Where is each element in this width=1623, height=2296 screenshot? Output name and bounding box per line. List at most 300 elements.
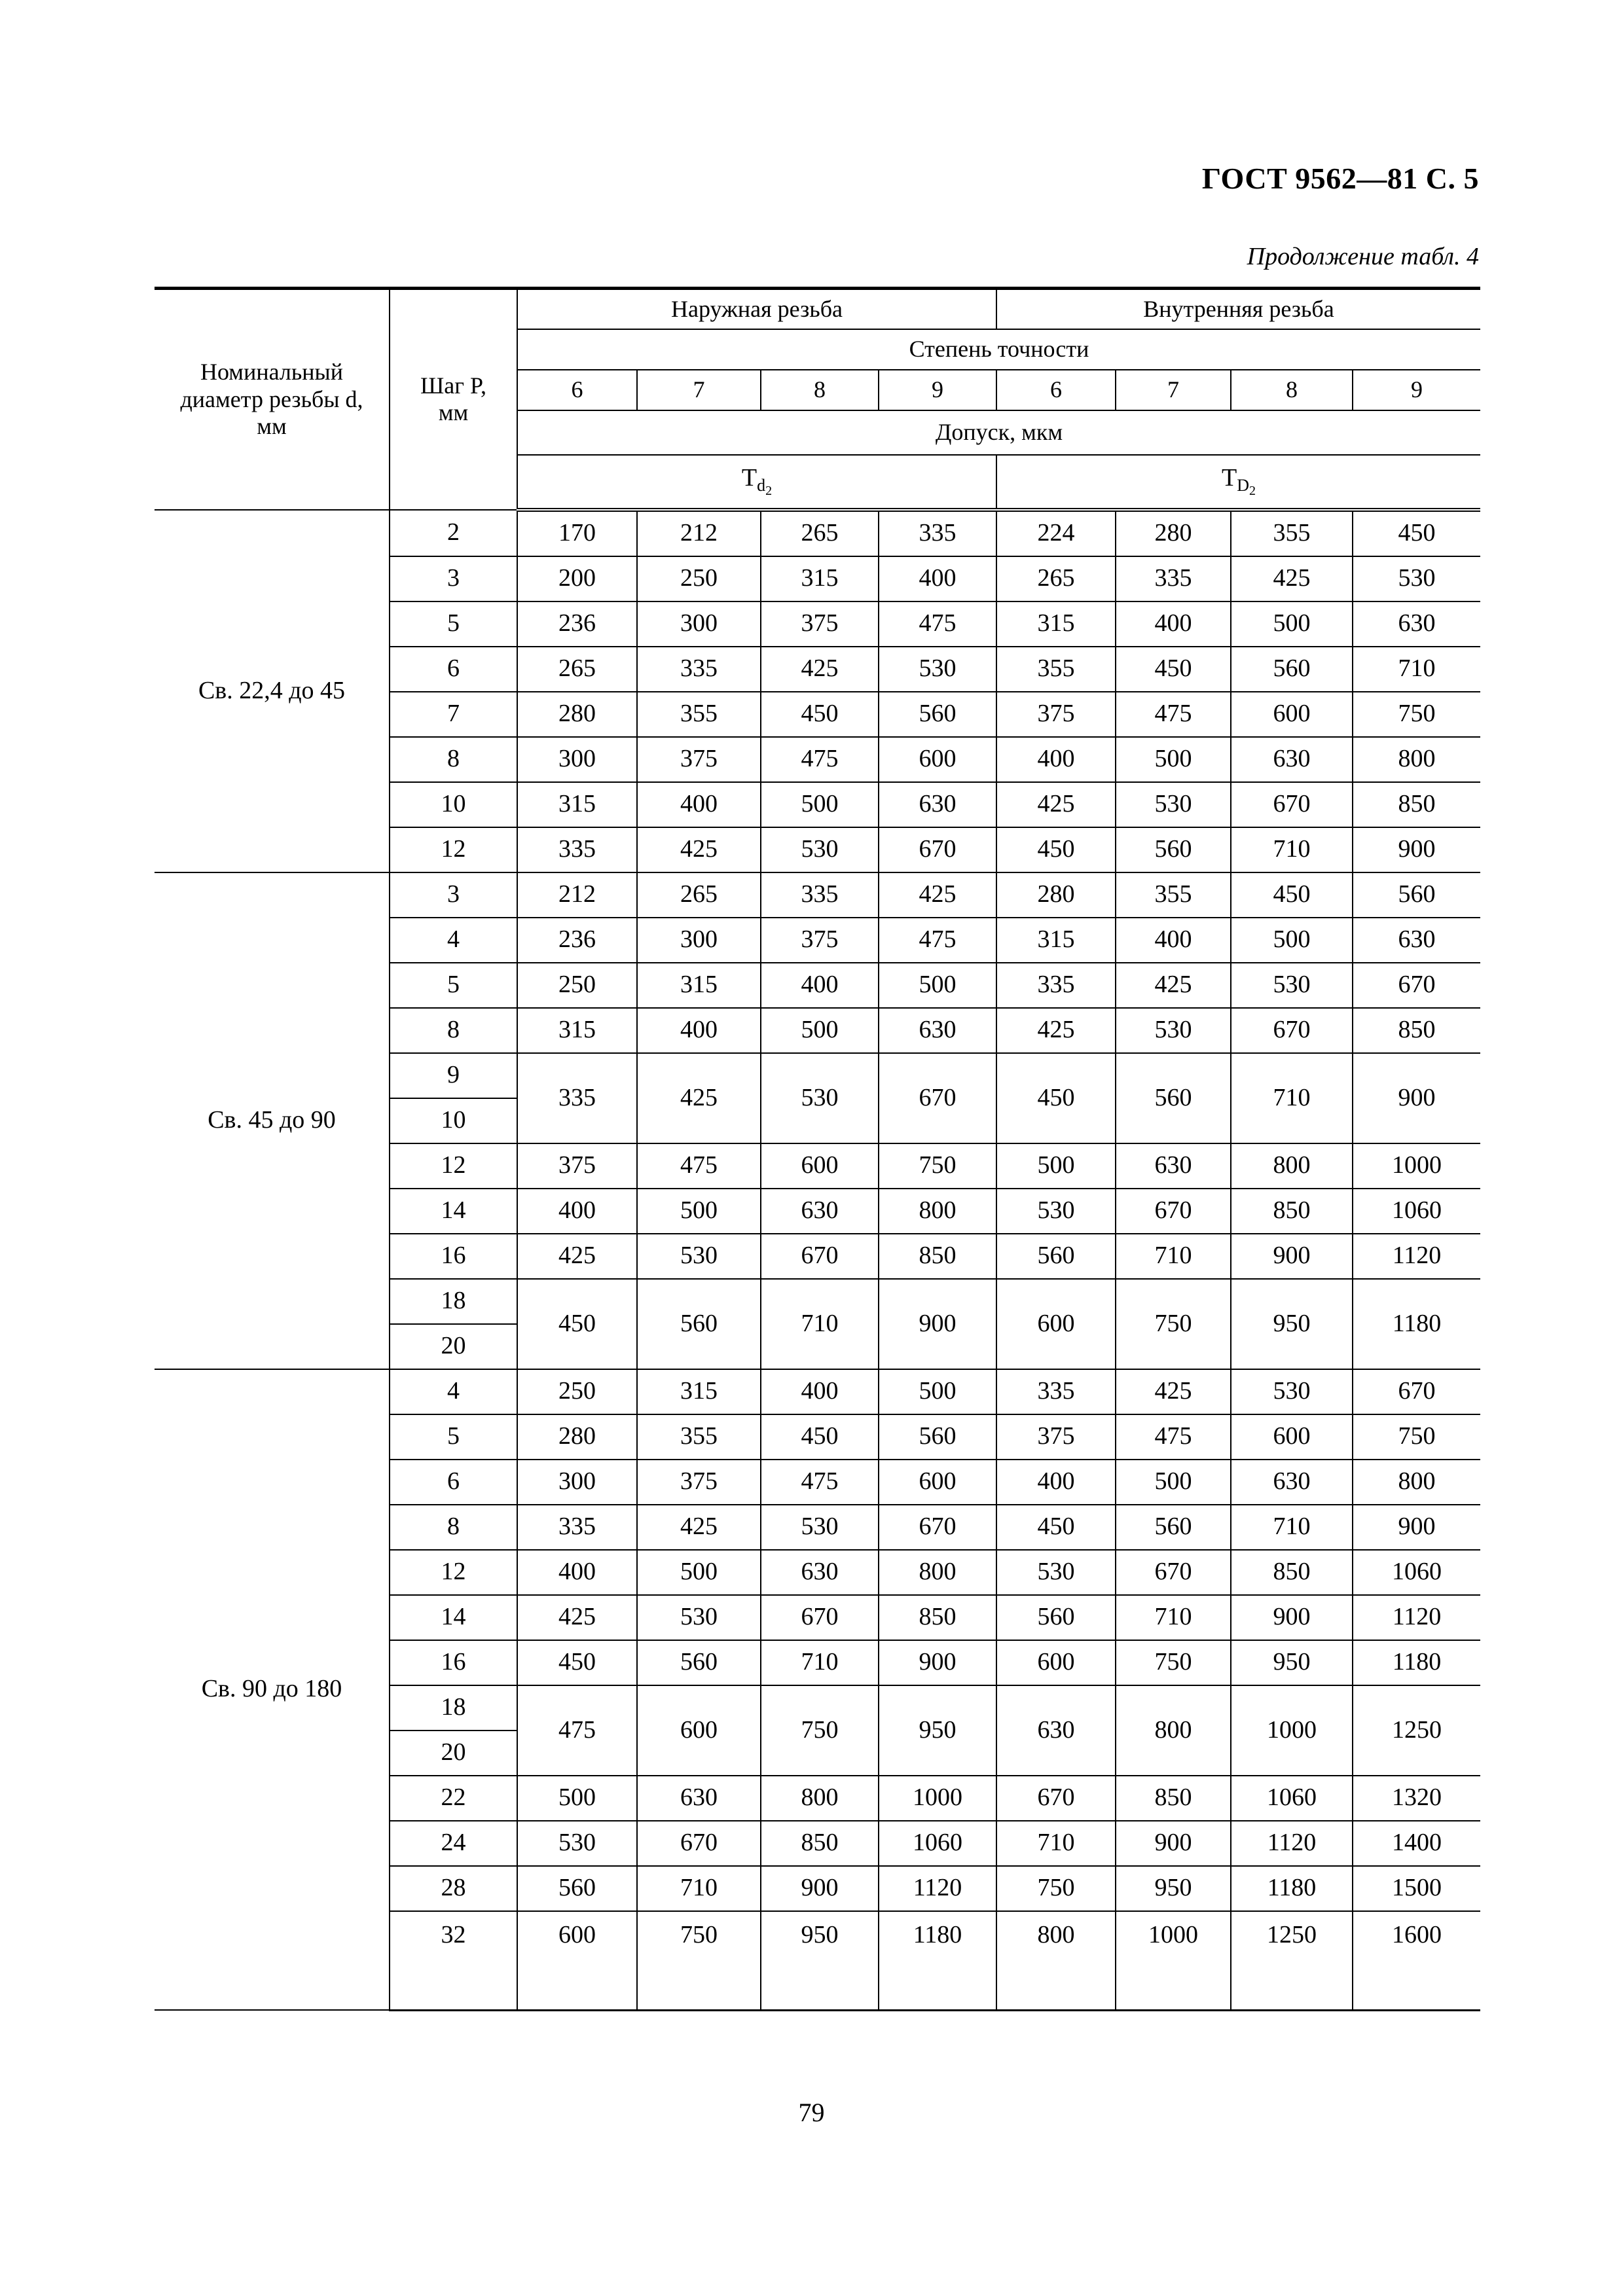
header-tD2	[996, 455, 1480, 510]
tolerance-external-cell: 500	[637, 1550, 761, 1595]
tolerance-external-cell: 500	[637, 1189, 761, 1234]
header-diameter-line: Номинальный	[200, 359, 344, 386]
tolerance-external-cell: 250	[517, 1369, 637, 1414]
tolerance-internal-cell: 400	[996, 737, 1116, 782]
tolerance-external-cell: 475	[761, 1460, 879, 1505]
header-grade: 8	[1231, 370, 1353, 410]
tolerance-internal-cell: 1600	[1353, 1911, 1480, 2011]
header-td2	[517, 455, 996, 510]
pitch-cell: 16	[390, 1234, 517, 1279]
pitch-cell: 5	[390, 1414, 517, 1460]
header-pitch-line: Шаг P,	[420, 372, 487, 399]
tolerance-internal-cell: 1120	[1231, 1821, 1353, 1866]
tolerance-external-cell: 530	[637, 1595, 761, 1640]
tolerance-external-cell: 355	[637, 1414, 761, 1460]
tolerance-external-cell: 450	[517, 1279, 637, 1369]
header-grade: 9	[879, 370, 996, 410]
tolerance-internal-cell: 1060	[1353, 1189, 1480, 1234]
tolerance-internal-cell: 950	[1231, 1640, 1353, 1685]
tolerance-external-cell: 900	[879, 1640, 996, 1685]
tolerance-external-cell: 315	[637, 1369, 761, 1414]
tolerance-external-cell: 900	[761, 1866, 879, 1911]
tolerance-internal-cell: 450	[1116, 647, 1231, 692]
tolerance-internal-cell: 850	[1353, 1008, 1480, 1053]
tolerance-internal-cell: 224	[996, 510, 1116, 556]
tolerance-internal-cell: 710	[1116, 1595, 1231, 1640]
tolerance-internal-cell: 600	[996, 1640, 1116, 1685]
tolerance-external-cell: 850	[879, 1234, 996, 1279]
pitch-cell: 5	[390, 963, 517, 1008]
tolerance-internal-cell: 670	[1353, 963, 1480, 1008]
tolerance-external-cell: 530	[517, 1821, 637, 1866]
pitch-cell: 12	[390, 1143, 517, 1189]
tolerance-external-cell: 800	[879, 1550, 996, 1595]
tolerance-internal-cell: 670	[1116, 1189, 1231, 1234]
pitch-cell: 22	[390, 1776, 517, 1821]
diameter-range: Св. 22,4 до 45	[155, 510, 390, 872]
tolerance-internal-cell: 710	[1116, 1234, 1231, 1279]
tolerance-external-cell: 335	[879, 510, 996, 556]
diameter-range: Св. 90 до 180	[155, 1369, 390, 2011]
tolerance-internal-cell: 900	[1231, 1234, 1353, 1279]
tolerance-internal-cell: 335	[1116, 556, 1231, 601]
tolerance-internal-cell: 500	[1116, 737, 1231, 782]
tolerance-table	[155, 287, 1480, 2011]
tolerance-external-cell: 236	[517, 918, 637, 963]
tolerance-external-cell: 250	[517, 963, 637, 1008]
tolerance-internal-cell: 900	[1353, 827, 1480, 872]
tolerance-external-cell: 560	[637, 1640, 761, 1685]
tolerance-internal-cell: 710	[1231, 827, 1353, 872]
tolerance-internal-cell: 950	[1231, 1279, 1353, 1369]
page-header-title: ГОСТ 9562—81 С. 5	[1201, 162, 1479, 195]
header-diameter-line: диаметр резьбы d,	[180, 386, 363, 412]
tolerance-external-cell: 750	[761, 1685, 879, 1776]
tolerance-external-cell: 280	[517, 1414, 637, 1460]
tolerance-internal-cell: 530	[1231, 1369, 1353, 1414]
tolerance-internal-cell: 1250	[1231, 1911, 1353, 2011]
tolerance-external-cell: 600	[517, 1911, 637, 2011]
tolerance-internal-cell: 450	[996, 827, 1116, 872]
tolerance-internal-cell: 600	[996, 1279, 1116, 1369]
tolerance-external-cell: 500	[879, 963, 996, 1008]
tolerance-external-cell: 500	[879, 1369, 996, 1414]
tolerance-internal-cell: 335	[996, 1369, 1116, 1414]
tolerance-external-cell: 400	[517, 1550, 637, 1595]
tolerance-external-cell: 600	[637, 1685, 761, 1776]
diameter-group	[155, 872, 1480, 1369]
tolerance-internal-cell: 425	[1116, 963, 1231, 1008]
pitch-cell: 2	[390, 510, 517, 556]
tolerance-internal-cell: 900	[1353, 1505, 1480, 1550]
pitch-cell: 20	[390, 1324, 517, 1369]
header-grade: 9	[1353, 370, 1480, 410]
tolerance-external-cell: 375	[761, 601, 879, 647]
tolerance-external-cell: 280	[517, 692, 637, 737]
tolerance-external-cell: 670	[879, 1053, 996, 1143]
pitch-cell: 9	[390, 1053, 517, 1098]
tolerance-external-cell: 600	[879, 737, 996, 782]
diameter-group	[155, 510, 1480, 872]
tolerance-external-cell: 530	[879, 647, 996, 692]
tolerance-external-cell: 300	[637, 601, 761, 647]
pitch-cell: 32	[390, 1911, 517, 2011]
tolerance-external-cell: 1120	[879, 1866, 996, 1911]
tolerance-external-cell: 212	[517, 872, 637, 918]
tolerance-internal-cell: 670	[1116, 1550, 1231, 1595]
tolerance-internal-cell: 355	[1231, 510, 1353, 556]
tolerance-external-cell: 1000	[879, 1776, 996, 1821]
tolerance-external-cell: 475	[637, 1143, 761, 1189]
tolerance-external-cell: 335	[761, 872, 879, 918]
tolerance-external-cell: 900	[879, 1279, 996, 1369]
pitch-cell: 12	[390, 827, 517, 872]
tolerance-internal-cell: 560	[996, 1595, 1116, 1640]
tolerance-external-cell: 425	[637, 827, 761, 872]
tolerance-external-cell: 850	[879, 1595, 996, 1640]
tolerance-internal-cell: 630	[1116, 1143, 1231, 1189]
tolerance-external-cell: 315	[517, 1008, 637, 1053]
header-grade: 6	[517, 370, 637, 410]
tolerance-external-cell: 400	[761, 963, 879, 1008]
pitch-cell: 8	[390, 737, 517, 782]
tolerance-internal-cell: 560	[1116, 1505, 1231, 1550]
table-row	[155, 1369, 1480, 1414]
header-pitch-line: мм	[438, 399, 469, 426]
tolerance-external-cell: 212	[637, 510, 761, 556]
tolerance-external-cell: 375	[637, 1460, 761, 1505]
tolerance-internal-cell: 670	[1353, 1369, 1480, 1414]
tolerance-external-cell: 500	[517, 1776, 637, 1821]
tolerance-internal-cell: 450	[996, 1053, 1116, 1143]
tolerance-internal-cell: 530	[1116, 1008, 1231, 1053]
tD2-symbol: $T_{D_2}$	[1222, 463, 1256, 499]
table-row	[155, 872, 1480, 918]
tolerance-external-cell: 400	[761, 1369, 879, 1414]
tolerance-external-cell: 800	[879, 1189, 996, 1234]
tolerance-internal-cell: 630	[1231, 737, 1353, 782]
tolerance-external-cell: 300	[517, 1460, 637, 1505]
header-grade: 7	[1116, 370, 1231, 410]
tolerance-internal-cell: 375	[996, 1414, 1116, 1460]
pitch-cell: 14	[390, 1189, 517, 1234]
tolerance-internal-cell: 530	[996, 1189, 1116, 1234]
tolerance-external-cell: 670	[879, 1505, 996, 1550]
pitch-cell: 8	[390, 1008, 517, 1053]
tolerance-internal-cell: 1060	[1231, 1776, 1353, 1821]
tolerance-external-cell: 450	[761, 692, 879, 737]
tolerance-external-cell: 530	[637, 1234, 761, 1279]
tolerance-internal-cell: 850	[1116, 1776, 1231, 1821]
tolerance-internal-cell: 530	[1116, 782, 1231, 827]
tolerance-external-cell: 530	[761, 827, 879, 872]
tolerance-internal-cell: 500	[1116, 1460, 1231, 1505]
pitch-cell: 3	[390, 556, 517, 601]
tolerance-external-cell: 265	[517, 647, 637, 692]
tolerance-internal-cell: 450	[996, 1505, 1116, 1550]
tolerance-external-cell: 425	[637, 1053, 761, 1143]
tolerance-internal-cell: 800	[1231, 1143, 1353, 1189]
table-row	[155, 510, 1480, 556]
tolerance-internal-cell: 1060	[1353, 1550, 1480, 1595]
header-accuracy-degree: Степень точности	[517, 329, 1480, 370]
tolerance-external-cell: 425	[637, 1505, 761, 1550]
pitch-cell: 10	[390, 1098, 517, 1143]
tolerance-internal-cell: 280	[996, 872, 1116, 918]
tolerance-internal-cell: 425	[1116, 1369, 1231, 1414]
diameter-group	[155, 1369, 1480, 2011]
tolerance-external-cell: 355	[637, 692, 761, 737]
header-pitch	[390, 289, 517, 510]
tolerance-external-cell: 630	[879, 1008, 996, 1053]
tolerance-external-cell: 750	[879, 1143, 996, 1189]
tolerance-external-cell: 710	[761, 1279, 879, 1369]
pitch-cell: 6	[390, 1460, 517, 1505]
table-continuation-label: Продолжение табл. 4	[1247, 243, 1479, 270]
tolerance-internal-cell: 630	[1231, 1460, 1353, 1505]
tolerance-internal-cell: 1180	[1353, 1640, 1480, 1685]
tolerance-external-cell: 670	[761, 1595, 879, 1640]
tolerance-internal-cell: 630	[1353, 601, 1480, 647]
tolerance-internal-cell: 265	[996, 556, 1116, 601]
tolerance-internal-cell: 750	[1116, 1640, 1231, 1685]
tolerance-internal-cell: 425	[996, 1008, 1116, 1053]
tolerance-internal-cell: 710	[1231, 1053, 1353, 1143]
tolerance-external-cell: 530	[761, 1053, 879, 1143]
tolerance-external-cell: 375	[637, 737, 761, 782]
pitch-cell: 20	[390, 1731, 517, 1776]
tolerance-external-cell: 630	[761, 1189, 879, 1234]
header-grade: 7	[637, 370, 761, 410]
tolerance-internal-cell: 375	[996, 692, 1116, 737]
header-internal-thread: Внутренняя резьба	[996, 289, 1480, 329]
tolerance-internal-cell: 850	[1231, 1189, 1353, 1234]
tolerance-internal-cell: 750	[1353, 692, 1480, 737]
tolerance-external-cell: 250	[637, 556, 761, 601]
tolerance-external-cell: 425	[517, 1595, 637, 1640]
tolerance-internal-cell: 1180	[1231, 1866, 1353, 1911]
page-number: 79	[798, 2098, 825, 2127]
header-grade: 8	[761, 370, 879, 410]
tolerance-internal-cell: 950	[1116, 1866, 1231, 1911]
tolerance-external-cell: 710	[761, 1640, 879, 1685]
tolerance-internal-cell: 670	[996, 1776, 1116, 1821]
tolerance-internal-cell: 475	[1116, 1414, 1231, 1460]
tolerance-external-cell: 950	[879, 1685, 996, 1776]
tolerance-internal-cell: 1400	[1353, 1821, 1480, 1866]
tolerance-external-cell: 335	[517, 1505, 637, 1550]
tolerance-external-cell: 265	[637, 872, 761, 918]
tolerance-external-cell: 710	[637, 1866, 761, 1911]
tolerance-external-cell: 630	[637, 1776, 761, 1821]
tolerance-external-cell: 425	[761, 647, 879, 692]
tolerance-external-cell: 300	[637, 918, 761, 963]
tolerance-external-cell: 236	[517, 601, 637, 647]
tolerance-external-cell: 375	[761, 918, 879, 963]
tolerance-external-cell: 400	[517, 1189, 637, 1234]
tolerance-external-cell: 600	[879, 1460, 996, 1505]
header-tolerance-unit: Допуск, мкм	[517, 410, 1480, 455]
tolerance-internal-cell: 355	[1116, 872, 1231, 918]
tolerance-internal-cell: 710	[1353, 647, 1480, 692]
tolerance-internal-cell: 400	[1116, 918, 1231, 963]
tolerance-external-cell: 670	[879, 827, 996, 872]
tolerance-external-cell: 335	[517, 1053, 637, 1143]
tolerance-external-cell: 670	[761, 1234, 879, 1279]
tolerance-internal-cell: 750	[1116, 1279, 1231, 1369]
tolerance-external-cell: 400	[637, 1008, 761, 1053]
tolerance-external-cell: 265	[761, 510, 879, 556]
pitch-cell: 4	[390, 918, 517, 963]
tolerance-internal-cell: 1120	[1353, 1595, 1480, 1640]
tolerance-external-cell: 500	[761, 782, 879, 827]
tolerance-internal-cell: 530	[1231, 963, 1353, 1008]
tolerance-internal-cell: 1000	[1231, 1685, 1353, 1776]
tolerance-external-cell: 200	[517, 556, 637, 601]
tolerance-internal-cell: 425	[996, 782, 1116, 827]
tolerance-internal-cell: 850	[1231, 1550, 1353, 1595]
tolerance-internal-cell: 335	[996, 963, 1116, 1008]
tolerance-external-cell: 750	[637, 1911, 761, 2011]
tolerance-external-cell: 500	[761, 1008, 879, 1053]
tolerance-internal-cell: 500	[1231, 601, 1353, 647]
tolerance-external-cell: 475	[879, 601, 996, 647]
tolerance-external-cell: 560	[879, 1414, 996, 1460]
pitch-cell: 16	[390, 1640, 517, 1685]
tolerance-internal-cell: 900	[1353, 1053, 1480, 1143]
pitch-cell: 4	[390, 1369, 517, 1414]
tolerance-external-cell: 450	[517, 1640, 637, 1685]
diameter-range: Св. 45 до 90	[155, 872, 390, 1369]
tolerance-external-cell: 335	[517, 827, 637, 872]
tolerance-internal-cell: 850	[1353, 782, 1480, 827]
tolerance-external-cell: 170	[517, 510, 637, 556]
tolerance-internal-cell: 630	[1353, 918, 1480, 963]
tolerance-external-cell: 300	[517, 737, 637, 782]
tolerance-external-cell: 600	[761, 1143, 879, 1189]
tolerance-external-cell: 425	[879, 872, 996, 918]
tolerance-internal-cell: 280	[1116, 510, 1231, 556]
tolerance-internal-cell: 560	[1353, 872, 1480, 918]
pitch-cell: 12	[390, 1550, 517, 1595]
tolerance-internal-cell: 600	[1231, 692, 1353, 737]
pitch-cell: 10	[390, 782, 517, 827]
tolerance-external-cell: 400	[637, 782, 761, 827]
tolerance-internal-cell: 425	[1231, 556, 1353, 601]
tolerance-external-cell: 475	[879, 918, 996, 963]
pitch-cell: 7	[390, 692, 517, 737]
tolerance-internal-cell: 560	[1116, 827, 1231, 872]
pitch-cell: 18	[390, 1279, 517, 1324]
tolerance-internal-cell: 450	[1353, 510, 1480, 556]
pitch-cell: 28	[390, 1866, 517, 1911]
tolerance-internal-cell: 560	[996, 1234, 1116, 1279]
tolerance-external-cell: 375	[517, 1143, 637, 1189]
tolerance-internal-cell: 1000	[1116, 1911, 1231, 2011]
pitch-cell: 5	[390, 601, 517, 647]
tolerance-internal-cell: 750	[996, 1866, 1116, 1911]
tolerance-external-cell: 425	[517, 1234, 637, 1279]
tolerance-external-cell: 850	[761, 1821, 879, 1866]
tolerance-external-cell: 670	[637, 1821, 761, 1866]
pitch-cell: 6	[390, 647, 517, 692]
tolerance-internal-cell: 630	[996, 1685, 1116, 1776]
tolerance-internal-cell: 400	[996, 1460, 1116, 1505]
tolerance-internal-cell: 500	[996, 1143, 1116, 1189]
tolerance-external-cell: 560	[517, 1866, 637, 1911]
header-nominal-diameter	[155, 289, 390, 510]
tolerance-internal-cell: 475	[1116, 692, 1231, 737]
tolerance-internal-cell: 750	[1353, 1414, 1480, 1460]
tolerance-internal-cell: 600	[1231, 1414, 1353, 1460]
tolerance-external-cell: 1180	[879, 1911, 996, 2011]
tolerance-internal-cell: 1500	[1353, 1866, 1480, 1911]
tolerance-external-cell: 400	[879, 556, 996, 601]
tolerance-internal-cell: 400	[1116, 601, 1231, 647]
tolerance-external-cell: 800	[761, 1776, 879, 1821]
tolerance-internal-cell: 560	[1116, 1053, 1231, 1143]
tolerance-external-cell: 1060	[879, 1821, 996, 1866]
tolerance-internal-cell: 530	[996, 1550, 1116, 1595]
tolerance-internal-cell: 800	[1116, 1685, 1231, 1776]
header-grade: 6	[996, 370, 1116, 410]
tolerance-internal-cell: 355	[996, 647, 1116, 692]
tolerance-internal-cell: 710	[1231, 1505, 1353, 1550]
tolerance-external-cell: 630	[761, 1550, 879, 1595]
tolerance-internal-cell: 800	[996, 1911, 1116, 2011]
tolerance-internal-cell: 560	[1231, 647, 1353, 692]
tolerance-external-cell: 315	[761, 556, 879, 601]
tolerance-external-cell: 530	[761, 1505, 879, 1550]
pitch-cell: 18	[390, 1685, 517, 1731]
tolerance-external-cell: 315	[517, 782, 637, 827]
tolerance-internal-cell: 1000	[1353, 1143, 1480, 1189]
tolerance-internal-cell: 670	[1231, 1008, 1353, 1053]
tolerance-external-cell: 450	[761, 1414, 879, 1460]
tolerance-internal-cell: 450	[1231, 872, 1353, 918]
tolerance-internal-cell: 670	[1231, 782, 1353, 827]
tolerance-internal-cell: 1320	[1353, 1776, 1480, 1821]
tolerance-external-cell: 335	[637, 647, 761, 692]
pitch-cell: 8	[390, 1505, 517, 1550]
tolerance-internal-cell: 315	[996, 601, 1116, 647]
pitch-cell: 14	[390, 1595, 517, 1640]
header-diameter-line: мм	[257, 412, 287, 439]
tolerance-internal-cell: 530	[1353, 556, 1480, 601]
tolerance-internal-cell: 800	[1353, 737, 1480, 782]
pitch-cell: 3	[390, 872, 517, 918]
header-external-thread: Наружная резьба	[517, 289, 996, 329]
pitch-cell: 24	[390, 1821, 517, 1866]
tolerance-external-cell: 560	[879, 692, 996, 737]
tolerance-external-cell: 560	[637, 1279, 761, 1369]
tolerance-external-cell: 630	[879, 782, 996, 827]
tolerance-external-cell: 475	[517, 1685, 637, 1776]
tolerance-internal-cell: 1120	[1353, 1234, 1480, 1279]
tolerance-internal-cell: 500	[1231, 918, 1353, 963]
tolerance-internal-cell: 900	[1116, 1821, 1231, 1866]
tolerance-external-cell: 315	[637, 963, 761, 1008]
tolerance-internal-cell: 900	[1231, 1595, 1353, 1640]
tolerance-internal-cell: 800	[1353, 1460, 1480, 1505]
tolerance-internal-cell: 710	[996, 1821, 1116, 1866]
tolerance-internal-cell: 1250	[1353, 1685, 1480, 1776]
tolerance-external-cell: 475	[761, 737, 879, 782]
tolerance-internal-cell: 1180	[1353, 1279, 1480, 1369]
td2-symbol: $T_{d_2}$	[741, 463, 773, 499]
tolerance-internal-cell: 315	[996, 918, 1116, 963]
tolerance-external-cell: 950	[761, 1911, 879, 2011]
